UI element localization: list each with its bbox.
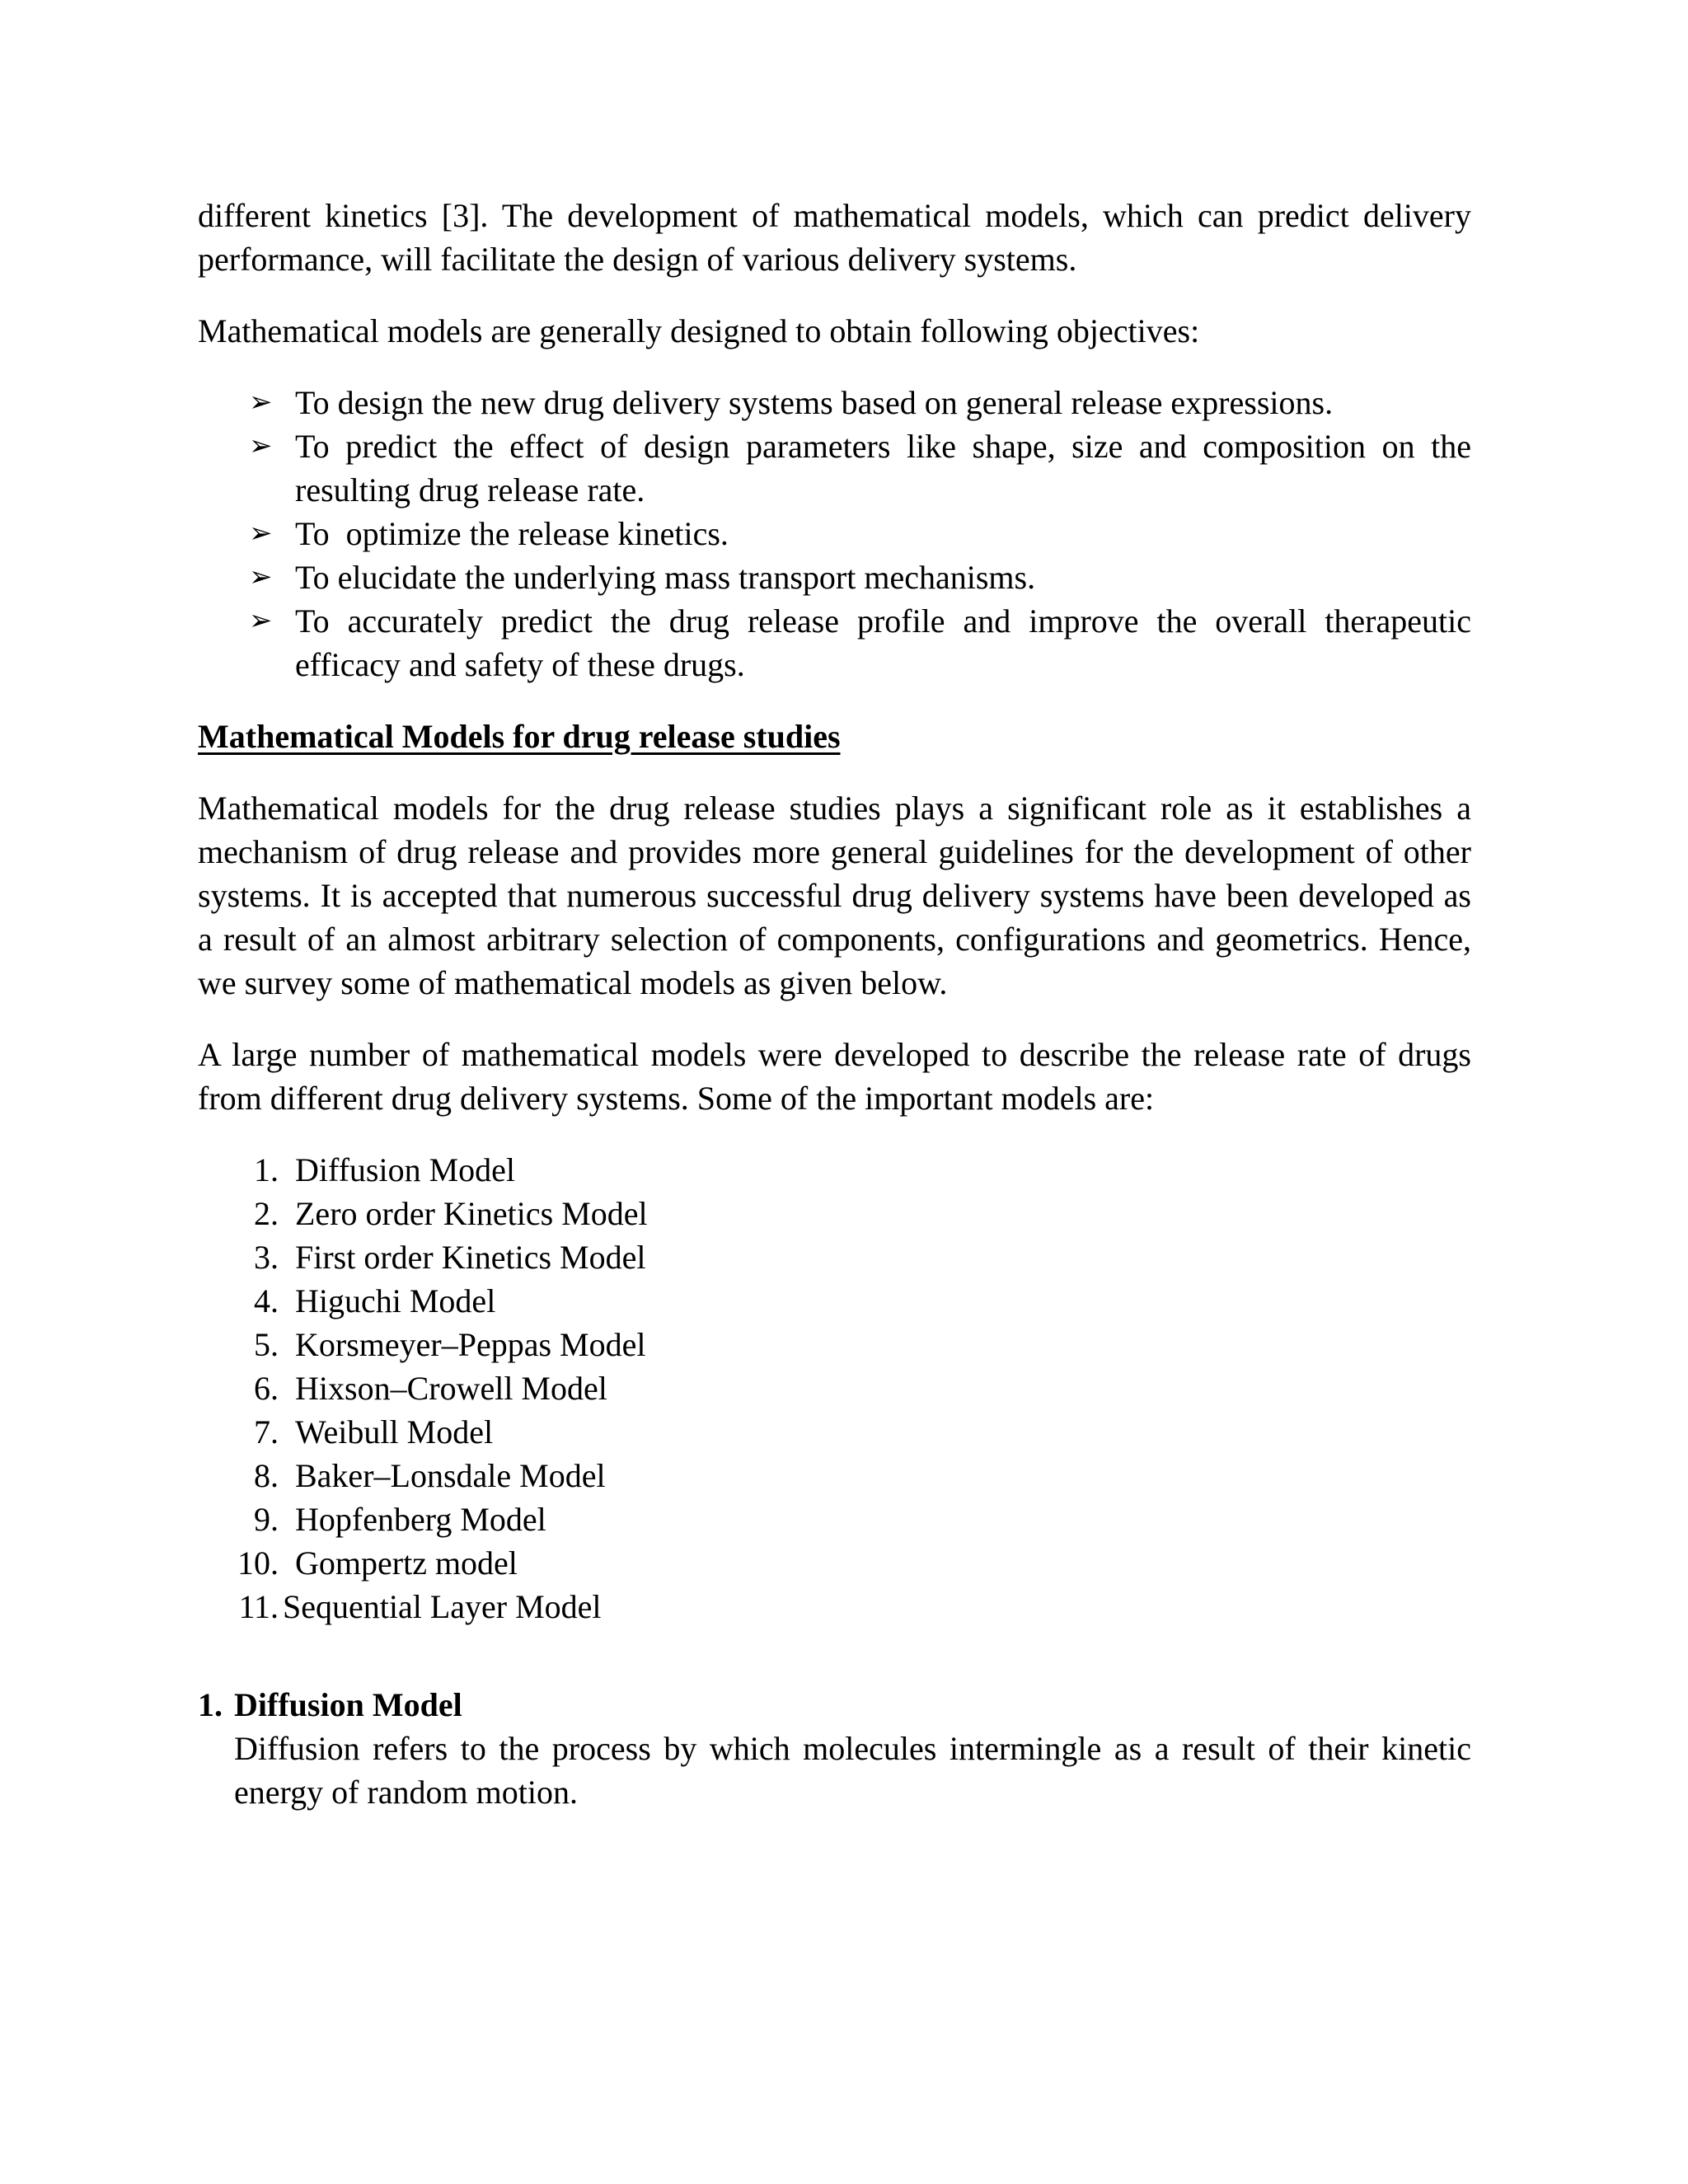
model-name: Gompertz model (295, 1544, 518, 1582)
list-item (198, 512, 1471, 555)
model-name: Higuchi Model (295, 1282, 496, 1319)
list-number: 3. (254, 1239, 279, 1276)
model-name: Baker–Lonsdale Model (295, 1457, 606, 1494)
list-number: 6. (254, 1370, 279, 1407)
model-name: Sequential Layer Model (283, 1588, 602, 1625)
list-number: 9. (254, 1501, 279, 1538)
subsection-title: Diffusion Model (234, 1686, 462, 1723)
model-name: First order Kinetics Model (295, 1239, 646, 1276)
list-item (198, 381, 1471, 424)
model-name: Diffusion Model (295, 1151, 516, 1188)
list-number: 11. (238, 1588, 279, 1625)
list-number: 8. (254, 1457, 279, 1494)
model-name: Korsmeyer–Peppas Model (295, 1326, 646, 1363)
section-paragraph-1: Mathematical models for the drug release studies plays a significant role as it establishes a mechanism of drug release and provides more general guidelines for the development of other systems. It is accepted that numerous successful drug delivery systems have been developed as a result of an almost arbitrary selection of components, configurations and geometrics. Hence, we survey some of mathematical models as given below. (198, 790, 1471, 1001)
list-item (198, 1585, 1471, 1629)
arrow-bullet-icon: ➢ (249, 386, 273, 419)
subsection-text: Diffusion refers to the process by which molecules intermingle as a result of their kinetic energy of random motion. (234, 1730, 1471, 1811)
page-content (198, 194, 1471, 1814)
list-number: 10. (237, 1544, 279, 1582)
models-list (198, 1148, 1471, 1629)
list-item (198, 599, 1471, 687)
objectives-lead: Mathematical models are generally designed to obtain following objectives: (198, 312, 1200, 349)
list-item (198, 424, 1471, 512)
objective-text: To design the new drug delivery systems based on general release expressions. (295, 384, 1334, 421)
list-item (198, 1366, 1471, 1410)
list-item (198, 555, 1471, 599)
subsection-diffusion-model (198, 1683, 1471, 1814)
list-item (198, 1148, 1471, 1192)
list-number: 1. (254, 1151, 279, 1188)
list-item (198, 1279, 1471, 1323)
list-item (198, 1541, 1471, 1585)
arrow-bullet-icon: ➢ (249, 429, 273, 462)
list-item (198, 1497, 1471, 1541)
model-name: Zero order Kinetics Model (295, 1195, 648, 1232)
section-paragraph-2: A large number of mathematical models were developed to describe the release rate of drugs from different drug delivery systems. Some of the important models are: (198, 1036, 1471, 1117)
list-number: 5. (254, 1326, 279, 1363)
objective-text: To optimize the release kinetics. (295, 515, 729, 552)
list-item (198, 1192, 1471, 1235)
objective-text: To predict the effect of design parameters like shape, size and composition on the resulting drug release rate. (295, 428, 1471, 509)
list-item (198, 1454, 1471, 1497)
list-item (198, 1323, 1471, 1366)
model-name: Hixson–Crowell Model (295, 1370, 607, 1407)
objective-text: To elucidate the underlying mass transport mechanisms. (295, 559, 1036, 596)
model-name: Hopfenberg Model (295, 1501, 546, 1538)
objective-text: To accurately predict the drug release profile and improve the overall therapeutic efficacy and safety of these drugs. (295, 602, 1471, 683)
arrow-bullet-icon: ➢ (249, 517, 273, 550)
objectives-list (198, 381, 1471, 687)
list-number: 4. (254, 1282, 279, 1319)
arrow-bullet-icon: ➢ (249, 560, 273, 593)
subsection-number: 1. (198, 1686, 223, 1723)
list-number: 2. (254, 1195, 279, 1232)
intro-paragraph: different kinetics [3]. The development of mathematical models, which can predict delivery performance, will facilitate the design of various delivery systems. (198, 197, 1471, 278)
list-item (198, 1410, 1471, 1454)
list-number: 7. (254, 1413, 279, 1451)
arrow-bullet-icon: ➢ (249, 604, 273, 637)
model-name: Weibull Model (295, 1413, 494, 1451)
list-item (198, 1235, 1471, 1279)
section-heading: Mathematical Models for drug release studies (198, 718, 841, 755)
